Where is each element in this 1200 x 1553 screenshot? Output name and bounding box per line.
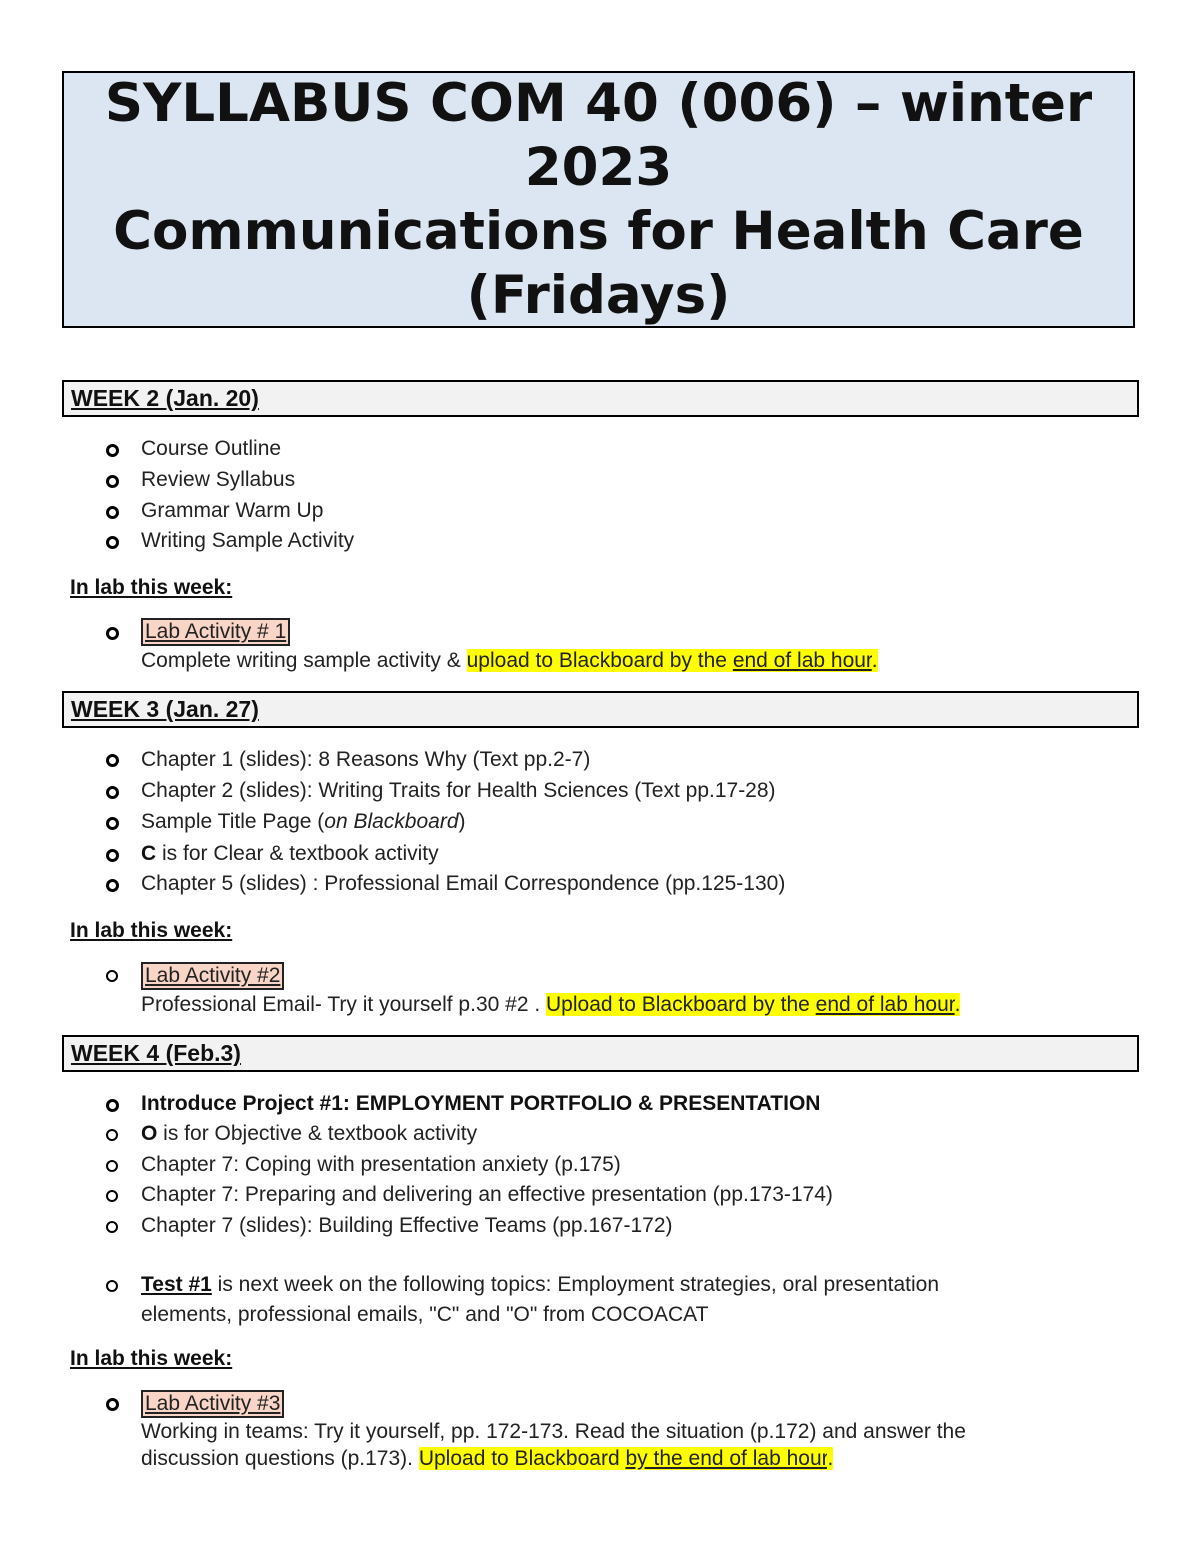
lab-activity-label: Lab Activity #2: [141, 962, 284, 990]
bullet-icon: [106, 475, 119, 488]
week-4-heading: WEEK 4 (Feb.3): [62, 1035, 1139, 1072]
list-item: Chapter 7: Coping with presentation anxiety (p.175): [141, 1153, 621, 1176]
list-item: Course Outline: [141, 437, 282, 460]
bullet-icon: [106, 879, 119, 892]
list-item: O is for Objective & textbook activity: [141, 1122, 478, 1145]
lab-activity-1: [141, 618, 290, 646]
bullet-icon: [106, 1280, 118, 1292]
lab-activity-3-description: Working in teams: Try it yourself, pp. 172-173. Read the situation (p.172) and answer the: [141, 1420, 966, 1443]
title-line-1: SYLLABUS COM 40 (006) – winter: [104, 72, 1093, 134]
lab-activity-label: Lab Activity # 1: [141, 618, 290, 646]
lab-heading: In lab this week:: [70, 919, 233, 942]
title-line-3: Communications for Health Care: [113, 200, 1084, 262]
test-notice-line-2: elements, professional emails, "C" and "O" from COCOACAT: [141, 1303, 709, 1326]
title-box: [62, 71, 1135, 328]
list-item: Chapter 1 (slides): 8 Reasons Why (Text pp.2-7): [141, 748, 591, 771]
bullet-icon: [106, 1160, 118, 1172]
bullet-icon: [106, 1398, 119, 1411]
bullet-icon: [106, 627, 119, 640]
test-notice: Test #1 is next week on the following topics: Employment strategies, oral presentation: [141, 1273, 940, 1296]
list-item: Introduce Project #1: EMPLOYMENT PORTFOLIO & PRESENTATION: [141, 1092, 821, 1115]
week-3-heading: WEEK 3 (Jan. 27): [62, 691, 1139, 728]
title-line-2: 2023: [524, 136, 673, 198]
lab-heading: In lab this week:: [70, 576, 233, 599]
bullet-icon: [106, 786, 119, 799]
bullet-icon: [106, 444, 119, 457]
list-item: Sample Title Page (on Blackboard): [141, 810, 466, 833]
list-item: Chapter 2 (slides): Writing Traits for Health Sciences (Text pp.17-28): [141, 779, 776, 802]
bullet-icon: [106, 1190, 118, 1202]
lab-activity-1-description: Complete writing sample activity & upload to Blackboard by the end of lab hour.: [141, 649, 878, 672]
lab-activity-2: [141, 962, 284, 990]
list-item: Chapter 7 (slides): Building Effective Teams (pp.167-172): [141, 1214, 673, 1237]
list-item: Chapter 5 (slides) : Professional Email Correspondence (pp.125-130): [141, 872, 786, 895]
bullet-icon: [106, 754, 119, 767]
bullet-icon: [106, 536, 119, 549]
title-line-4: (Fridays): [466, 264, 731, 326]
list-item: C is for Clear & textbook activity: [141, 842, 439, 865]
lab-activity-3: [141, 1390, 284, 1418]
bullet-icon: [106, 1221, 118, 1233]
bullet-icon: [106, 970, 118, 982]
lab-activity-2-description: Professional Email- Try it yourself p.30 #2 . Upload to Blackboard by the end of lab hour.: [141, 993, 961, 1016]
lab-activity-3-description-line-2: discussion questions (p.173). Upload to Blackboard by the end of lab hour.: [141, 1447, 834, 1470]
bullet-icon: [106, 1099, 119, 1112]
bullet-icon: [106, 1129, 118, 1141]
list-item: Review Syllabus: [141, 468, 296, 491]
week-2-heading: WEEK 2 (Jan. 20): [62, 380, 1139, 417]
lab-activity-label: Lab Activity #3: [141, 1390, 284, 1418]
lab-heading: In lab this week:: [70, 1347, 233, 1370]
list-item: Chapter 7: Preparing and delivering an effective presentation (pp.173-174): [141, 1183, 833, 1206]
bullet-icon: [106, 506, 119, 519]
list-item: Grammar Warm Up: [141, 499, 324, 522]
bullet-icon: [106, 849, 119, 862]
list-item: Writing Sample Activity: [141, 529, 355, 552]
bullet-icon: [106, 817, 119, 830]
